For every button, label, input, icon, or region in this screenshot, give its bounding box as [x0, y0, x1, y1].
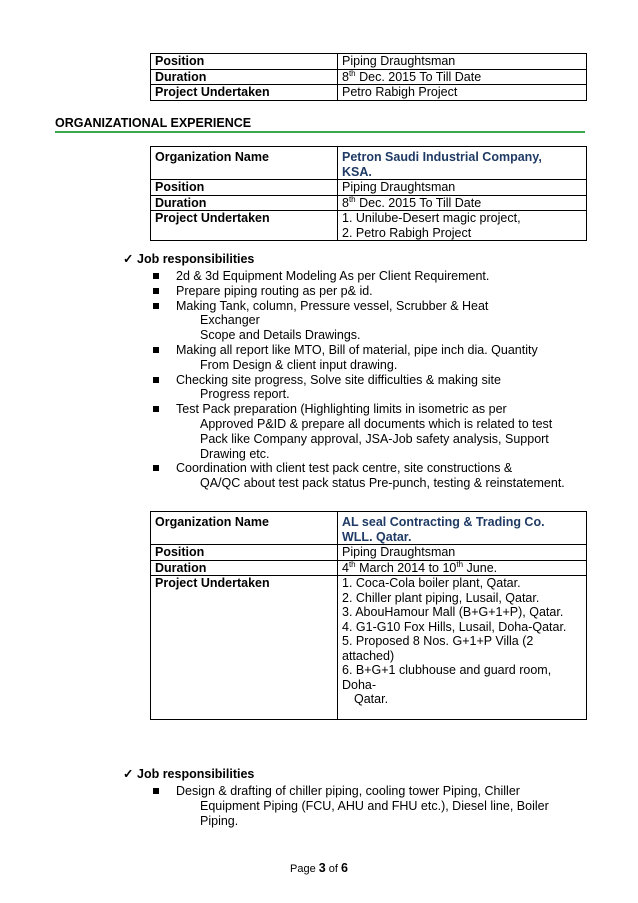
- project-list: 1. Unilube-Desert magic project, 2. Petro Rabigh Project: [338, 211, 587, 241]
- list-item: Making Tank, column, Pressure vessel, Scrubber & Heat Exchanger Scope and Details Drawings.: [149, 299, 593, 343]
- table-row: [151, 147, 587, 180]
- org1-table: [150, 146, 587, 241]
- responsibilities-block-1: [123, 252, 593, 491]
- table-row: [151, 180, 587, 196]
- org-name-label: Organization Name: [151, 147, 338, 180]
- project-label: Project Undertaken: [151, 85, 338, 101]
- position-label: Position: [151, 545, 338, 561]
- table-row: [151, 54, 587, 70]
- table-row: [151, 560, 587, 576]
- project-value: Petro Rabigh Project: [338, 85, 587, 101]
- responsibilities-list: [149, 269, 593, 491]
- bullet-icon: [153, 347, 159, 353]
- current-page: 3: [318, 861, 326, 875]
- duration-label: Duration: [151, 560, 338, 576]
- project-label: Project Undertaken: [151, 211, 338, 241]
- bullet-icon: [153, 465, 159, 471]
- bullet-icon: [153, 288, 159, 294]
- responsibilities-heading: ✓ Job responsibilities: [123, 252, 255, 266]
- org-name-value: Petron Saudi Industrial Company, KSA.: [338, 147, 587, 180]
- list-item: Design & drafting of chiller piping, cooling tower Piping, Chiller Equipment Piping (FCU, AHU and FHU etc.), Diesel line, Boiler Piping.: [149, 784, 593, 828]
- list-item: 2d & 3d Equipment Modeling As per Client Requirement.: [149, 269, 593, 284]
- position-value: Piping Draughtsman: [338, 180, 587, 196]
- org-name-label: Organization Name: [151, 512, 338, 545]
- table-row: [151, 85, 587, 101]
- list-item: Making all report like MTO, Bill of material, pipe inch dia. Quantity From Design & client input drawing.: [149, 343, 593, 373]
- table-row: [151, 69, 587, 85]
- list-item: Test Pack preparation (Highlighting limits in isometric as per Approved P&ID & prepare all documents which is related to test Pack like Company approval, JSA-Job safety analysis, Support Drawing etc.: [149, 402, 593, 461]
- bullet-icon: [153, 303, 159, 309]
- duration-label: Duration: [151, 195, 338, 211]
- section-title: ORGANIZATIONAL EXPERIENCE: [55, 116, 585, 133]
- position-label: Position: [151, 54, 338, 70]
- table-row: [151, 576, 587, 720]
- responsibilities-list: [149, 784, 593, 828]
- table-row: [151, 545, 587, 561]
- bullet-icon: [153, 377, 159, 383]
- org2-table: [150, 511, 587, 720]
- duration-value: 8th Dec. 2015 To Till Date: [338, 195, 587, 211]
- table-row: [151, 195, 587, 211]
- project-list: 1. Coca-Cola boiler plant, Qatar. 2. Chiller plant piping, Lusail, Qatar. 3. AbouHamour Mall (B+G+1+P), Qatar. 4. G1-G10 Fox Hills, Lusail, Doha-Qatar. 5. Proposed 8 Nos. G+1+P Villa (2 attached) 6. B+G+1 clubhouse and guard room, Doha- Qatar.: [338, 576, 587, 720]
- current-position-table: [150, 53, 587, 101]
- responsibilities-heading: ✓ Job responsibilities: [123, 767, 255, 781]
- bullet-icon: [153, 406, 159, 412]
- position-value: Piping Draughtsman: [338, 545, 587, 561]
- checkmark-icon: ✓: [123, 252, 134, 266]
- position-value: Piping Draughtsman: [338, 54, 587, 70]
- list-item: Checking site progress, Solve site difficulties & making site Progress report.: [149, 373, 593, 403]
- table-row: [151, 211, 587, 241]
- duration-label: Duration: [151, 69, 338, 85]
- list-item: Prepare piping routing as per p& id.: [149, 284, 593, 299]
- list-item: Coordination with client test pack centre, site constructions & QA/QC about test pack status Pre-punch, testing & reinstatement.: [149, 461, 593, 491]
- bullet-icon: [153, 788, 159, 794]
- page-footer: Page 3 of 6: [290, 861, 348, 875]
- bullet-icon: [153, 273, 159, 279]
- project-label: Project Undertaken: [151, 576, 338, 720]
- duration-value: 4th March 2014 to 10th June.: [338, 560, 587, 576]
- position-label: Position: [151, 180, 338, 196]
- table-row: [151, 512, 587, 545]
- duration-value: 8th Dec. 2015 To Till Date: [338, 69, 587, 85]
- total-pages: 6: [341, 861, 348, 875]
- org-name-value: AL seal Contracting & Trading Co. WLL. Qatar.: [338, 512, 587, 545]
- checkmark-icon: ✓: [123, 767, 134, 781]
- responsibilities-block-2: [123, 767, 593, 828]
